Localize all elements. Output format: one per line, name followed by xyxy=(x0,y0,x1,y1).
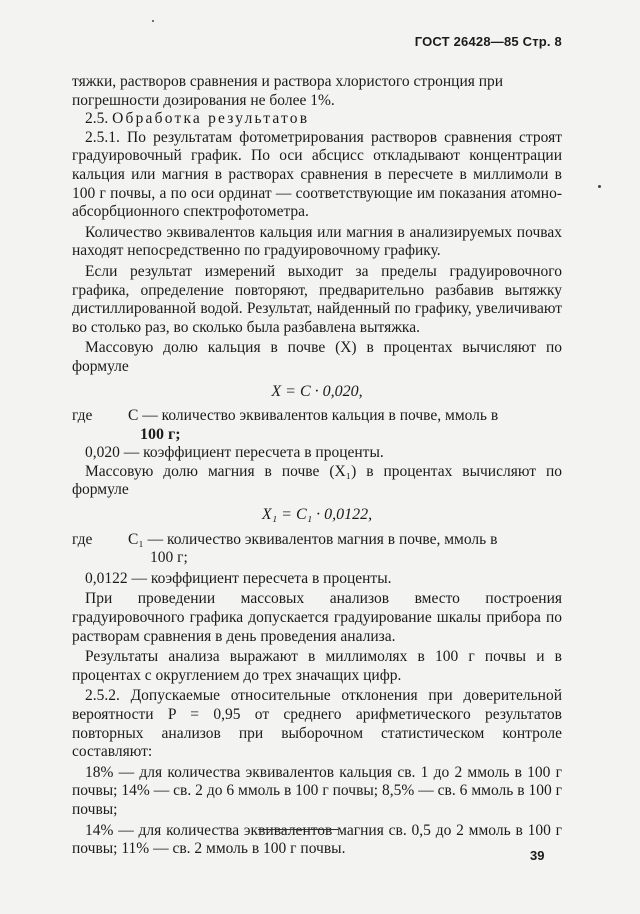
where-calcium-unit: 100 г; xyxy=(140,425,181,443)
paragraph-calcium-tolerances: 18% — для количества эквивалентов кальция св. 1 до 2 ммоль в 100 г почвы; 14% — св. 2 до 6 ммоль в 100 г почвы; 8,5% — св. 6 ммоль в 100 г почвы; xyxy=(72,763,562,818)
where-label: где xyxy=(72,407,93,425)
where-magnesium xyxy=(72,531,562,550)
paragraph-quantity: Количество эквивалентов кальция или магния в анализируемых почвах находят непосредственно по градуировочному графику. xyxy=(72,223,562,260)
page-number: 39 xyxy=(530,848,545,863)
where-calcium xyxy=(72,407,562,426)
paragraph-out-of-range: Если результат измерений выходит за пределы градуировочного графика, определение повторяют, предварительно разбавив вытяжку дистиллированной водой. Результат, найденный по графику, увеличивают во столько раз, во сколько была разбавлена вытяжка. xyxy=(72,262,562,336)
print-speck xyxy=(152,20,154,22)
where-definition: C — количество эквивалентов кальция в почве, ммоль в xyxy=(128,407,499,425)
page-label: Стр. 8 xyxy=(522,34,562,49)
line-continuation-2: погрешности дозирования не более 1%. xyxy=(72,91,335,109)
running-header xyxy=(415,34,562,49)
standard-number: ГОСТ 26428—85 xyxy=(414,34,519,49)
section-heading xyxy=(72,110,562,129)
paragraph-2-5-2: 2.5.2. Допускаемые относительные отклонения при доверительной вероятности P = 0,95 от среднего арифметического результатов повторных анализов при выборочном статистическом контроле составляют: xyxy=(72,687,562,761)
paragraph-results-expression: Результаты анализа выражают в миллимолях в 100 г почвы и в процентах с округлением до трех значащих цифр. xyxy=(72,648,562,684)
paragraph-magnesium-tolerances: 14% — для количества эквивалентов магния св. 0,5 до 2 ммоль в 100 г почвы; 11% — св. 2 ммоль в 100 г почвы. xyxy=(72,821,562,858)
where-definition: C₁ — количество эквивалентов магния в почве, ммоль в xyxy=(128,530,498,548)
paragraph-calcium-formula-intro: Массовую долю кальция в почве (X) в процентах вычисляют по формуле xyxy=(72,339,562,375)
formula-calcium: X = C · 0,020, xyxy=(271,382,363,400)
print-speck xyxy=(598,185,601,188)
paragraph-mass-analyses: При проведении массовых анализов вместо построения градуировочного графика допускается градуирование шкалы прибора по растворам сравнения в день проведения анализа. xyxy=(72,590,562,645)
where-magnesium-unit: 100 г; xyxy=(150,549,188,567)
body-text xyxy=(72,73,562,859)
footer-rule xyxy=(258,829,338,830)
section-title: Обработка результатов xyxy=(112,110,310,128)
paragraph-magnesium-formula-intro: Массовую долю магния в почве (X₁) в процентах вычисляют по формуле xyxy=(72,462,562,499)
where-label: где xyxy=(72,530,93,548)
coefficient-calcium: 0,020 — коэффициент пересчета в проценты. xyxy=(85,444,384,462)
section-number: 2.5. xyxy=(85,110,109,128)
line-continuation: тяжки, растворов сравнения и раствора хлористого стронция при xyxy=(72,73,504,90)
paragraph-2-5-1: 2.5.1. По результатам фотометрирования растворов сравнения строят градуировочный график. По оси абсцисс откладывают концентрации кальция или магния в растворах сравнения в пересчете в миллимоли в 100 г почвы, а по оси ординат — соответствующие им показания атомно-абсорбционного спектрофотометра. xyxy=(72,128,562,221)
formula-magnesium: X₁ = C₁ · 0,0122, xyxy=(261,506,373,524)
coefficient-magnesium: 0,0122 — коэффициент пересчета в проценты. xyxy=(85,569,392,587)
